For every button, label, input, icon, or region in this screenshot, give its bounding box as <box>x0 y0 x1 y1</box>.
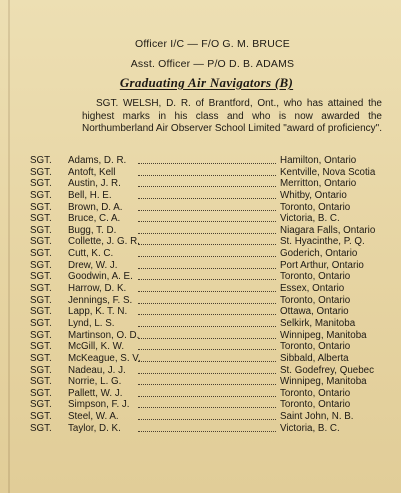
dot-leader <box>138 210 276 211</box>
graduate-rank: SGT. <box>30 248 52 260</box>
graduate-hometown: St. Godefrey, Quebec <box>280 364 375 376</box>
graduate-hometown: Winnipeg, Manitoba <box>280 376 367 388</box>
graduate-name: Norrie, L. G. <box>68 376 122 388</box>
dot-leader <box>138 198 276 199</box>
graduate-row <box>30 225 375 237</box>
graduate-name: Bruce, C. A. <box>68 213 121 225</box>
dot-leader <box>138 221 276 222</box>
graduate-name: Goodwin, A. E. <box>68 271 133 283</box>
graduate-row <box>30 271 375 283</box>
graduate-hometown: Kentville, Nova Scotia <box>280 166 376 178</box>
graduate-name: Lapp, K. T. N. <box>68 306 128 318</box>
dot-leader <box>138 233 276 234</box>
graduate-rank: SGT. <box>30 317 52 329</box>
graduate-rank: SGT. <box>30 155 52 166</box>
graduate-rank: SGT. <box>30 189 52 201</box>
graduate-hometown: Goderich, Ontario <box>280 248 358 260</box>
graduate-name: Bugg, T. D. <box>68 224 117 236</box>
graduate-hometown: Merritton, Ontario <box>280 178 357 190</box>
graduate-rank: SGT. <box>30 271 52 283</box>
graduate-hometown: Toronto, Ontario <box>280 201 351 213</box>
graduate-hometown: Whitby, Ontario <box>280 189 347 201</box>
graduate-hometown: Sibbald, Alberta <box>280 352 349 364</box>
dot-leader <box>138 163 276 164</box>
graduate-name: Nadeau, J. J. <box>68 364 126 376</box>
graduate-hometown: Niagara Falls, Ontario <box>280 224 376 236</box>
graduate-name: Simpson, F. J. <box>68 399 130 411</box>
graduate-hometown: Port Arthur, Ontario <box>280 259 364 271</box>
graduate-row <box>30 202 375 214</box>
dot-leader <box>138 373 276 374</box>
graduate-name: Drew, W. J. <box>68 259 118 271</box>
dot-leader <box>138 431 276 432</box>
assistant-officer: Asst. Officer — P/O D. B. ADAMS <box>130 58 295 70</box>
graduate-name: Brown, D. A. <box>68 201 123 213</box>
graduate-rank: SGT. <box>30 329 52 341</box>
graduate-hometown: Toronto, Ontario <box>280 399 351 411</box>
graduate-row <box>30 190 375 202</box>
graduate-row <box>30 295 375 307</box>
graduate-rank: SGT. <box>30 364 52 376</box>
dot-leader <box>138 175 276 176</box>
graduate-name: Harrow, D. K. <box>68 283 127 295</box>
graduate-name: Martinson, O. D. <box>68 329 140 341</box>
graduate-row <box>30 318 375 330</box>
graduate-hometown: Victoria, B. C. <box>280 422 340 434</box>
graduate-hometown: Ottawa, Ontario <box>280 306 349 318</box>
graduate-hometown: Toronto, Ontario <box>280 341 351 353</box>
dot-leader <box>138 349 276 350</box>
graduate-row <box>30 388 375 400</box>
graduate-hometown: Hamilton, Ontario <box>280 155 357 166</box>
graduate-rank: SGT. <box>30 376 52 388</box>
graduate-name: Adams, D. R. <box>68 155 127 166</box>
dot-leader <box>138 303 276 304</box>
graduate-row <box>30 178 375 190</box>
graduate-hometown: Toronto, Ontario <box>280 294 351 306</box>
graduate-name: Austin, J. R. <box>68 178 121 190</box>
graduate-rank: SGT. <box>30 306 52 318</box>
graduate-rank: SGT. <box>30 422 52 434</box>
dot-leader <box>138 361 276 362</box>
dot-leader <box>138 396 276 397</box>
graduate-rank: SGT. <box>30 259 52 271</box>
graduate-row <box>30 399 375 411</box>
graduate-hometown: Saint John, N. B. <box>280 411 354 423</box>
graduate-name: Lynd, L. S. <box>68 317 115 329</box>
graduate-name: Pallett, W. J. <box>68 387 123 399</box>
dot-leader <box>138 186 276 187</box>
graduate-rank: SGT. <box>30 294 52 306</box>
dot-leader <box>138 419 276 420</box>
graduate-hometown: Toronto, Ontario <box>280 271 351 283</box>
graduate-rank: SGT. <box>30 387 52 399</box>
graduate-rank: SGT. <box>30 236 52 248</box>
graduate-rank: SGT. <box>30 213 52 225</box>
graduate-hometown: Toronto, Ontario <box>280 387 351 399</box>
dot-leader <box>138 268 276 269</box>
graduate-row <box>30 306 375 318</box>
graduate-name: Steel, W. A. <box>68 411 119 423</box>
graduate-hometown: Victoria, B. C. <box>280 213 340 225</box>
graduate-row <box>30 330 375 342</box>
dot-leader <box>138 256 276 257</box>
graduate-row <box>30 353 375 365</box>
graduate-rank: SGT. <box>30 283 52 295</box>
graduate-row <box>30 423 375 435</box>
graduate-row <box>30 365 375 377</box>
graduate-name: Antoft, Kell <box>68 166 116 178</box>
graduate-row <box>30 155 375 167</box>
dot-leader <box>138 244 276 245</box>
graduate-row <box>30 411 375 423</box>
graduate-row <box>30 248 375 260</box>
graduate-hometown: Winnipeg, Manitoba <box>280 329 367 341</box>
graduate-row <box>30 236 375 248</box>
graduate-name: McGill, K. W. <box>68 341 125 353</box>
graduate-hometown: Selkirk, Manitoba <box>280 317 356 329</box>
graduate-rank: SGT. <box>30 341 52 353</box>
section-heading: Graduating Air Navigators (B) <box>119 75 294 90</box>
graduate-hometown: Essex, Ontario <box>280 283 345 295</box>
graduate-rank: SGT. <box>30 201 52 213</box>
graduate-name: Collette, J. G. R. <box>68 236 140 248</box>
dot-leader <box>138 384 276 385</box>
graduate-name: Taylor, D. K. <box>68 422 121 434</box>
graduate-row <box>30 260 375 272</box>
graduate-row <box>30 341 375 353</box>
graduate-name: Cutt, K. C. <box>68 248 114 260</box>
graduate-name: Bell, H. E. <box>68 189 112 201</box>
graduate-row <box>30 376 375 388</box>
award-paragraph: SGT. WELSH, D. R. of Brantford, Ont., who has attained the highest marks in his class and who is now awarded the Northumberland Air Observer School Limited "award of proficiency". <box>82 98 383 134</box>
graduate-rank: SGT. <box>30 352 52 364</box>
graduate-rank: SGT. <box>30 399 52 411</box>
graduate-name: McKeague, S. V. <box>68 352 141 364</box>
graduate-rank: SGT. <box>30 411 52 423</box>
graduate-rank: SGT. <box>30 166 52 178</box>
officer-in-charge: Officer I/C — F/O G. M. BRUCE <box>135 38 290 50</box>
graduate-row <box>30 167 375 179</box>
graduate-rank: SGT. <box>30 224 52 236</box>
graduate-rank: SGT. <box>30 178 52 190</box>
graduate-name: Jennings, F. S. <box>68 294 133 306</box>
dot-leader <box>138 279 276 280</box>
dot-leader <box>138 407 276 408</box>
graduate-hometown: St. Hyacinthe, P. Q. <box>280 236 365 248</box>
dot-leader <box>138 291 276 292</box>
dot-leader <box>138 326 276 327</box>
dot-leader <box>138 314 276 315</box>
page-fold-line <box>8 0 10 493</box>
graduate-row <box>30 213 375 225</box>
graduates-list <box>30 155 375 434</box>
graduate-row <box>30 283 375 295</box>
dot-leader <box>138 338 276 339</box>
